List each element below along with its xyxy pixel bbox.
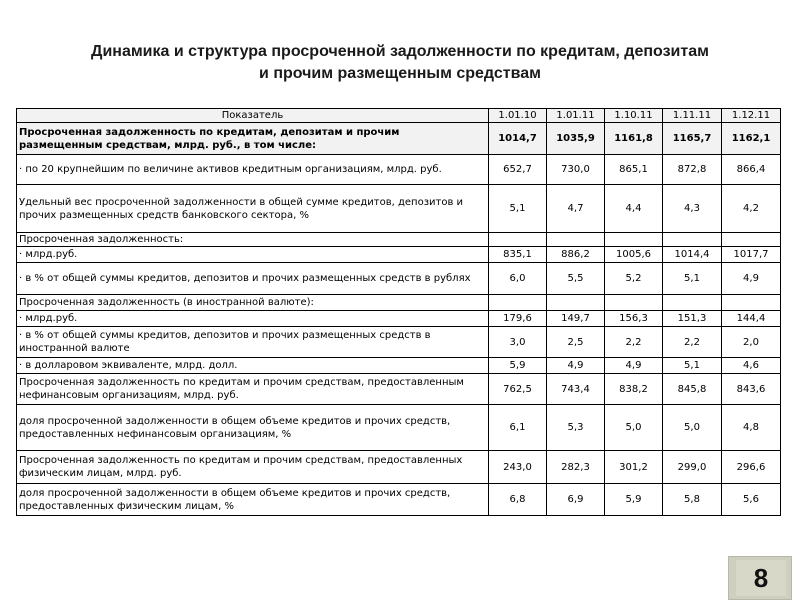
row-value: 1014,4 (663, 247, 722, 263)
row-value: 843,6 (722, 374, 781, 405)
row-value: 1017,7 (722, 247, 781, 263)
row-value: 5,0 (663, 405, 722, 451)
table-row (17, 123, 781, 155)
row-value: 5,1 (489, 185, 547, 233)
row-value (489, 233, 547, 247)
row-value: 5,5 (547, 263, 605, 295)
row-value: 156,3 (605, 311, 663, 327)
row-value: 4,7 (547, 185, 605, 233)
table-row (17, 327, 781, 358)
table-row (17, 484, 781, 516)
row-value (605, 233, 663, 247)
row-value: 845,8 (663, 374, 722, 405)
table-row (17, 295, 781, 311)
row-value: 4,9 (605, 358, 663, 374)
row-value: 835,1 (489, 247, 547, 263)
table-row (17, 374, 781, 405)
table-row (17, 185, 781, 233)
row-label: · в долларовом эквиваленте, млрд. долл. (17, 358, 489, 374)
row-value: 4,6 (722, 358, 781, 374)
row-value (663, 295, 722, 311)
row-value: 865,1 (605, 155, 663, 185)
row-value: 151,3 (663, 311, 722, 327)
row-value: 2,5 (547, 327, 605, 358)
header-date: 1.12.11 (722, 109, 781, 123)
row-value: 5,9 (489, 358, 547, 374)
row-value: 6,1 (489, 405, 547, 451)
title-line-1: Динамика и структура просроченной задолженности по кредитам, депозитам (91, 43, 709, 60)
row-value: 1165,7 (663, 123, 722, 155)
row-label: · по 20 крупнейшим по величине активов кредитным организациям, млрд. руб. (17, 155, 489, 185)
row-value: 5,0 (605, 405, 663, 451)
row-value: 1005,6 (605, 247, 663, 263)
row-value: 743,4 (547, 374, 605, 405)
row-label: доля просроченной задолженности в общем объеме кредитов и прочих средств, предоставленных физическим лицам, % (17, 484, 489, 516)
row-label: Просроченная задолженность по кредитам и прочим средствам, предоставленных физическим лицам, млрд. руб. (17, 451, 489, 484)
row-value: 3,0 (489, 327, 547, 358)
row-value: 5,2 (605, 263, 663, 295)
row-value: 144,4 (722, 311, 781, 327)
row-value: 2,2 (663, 327, 722, 358)
row-label: Просроченная задолженность: (17, 233, 489, 247)
row-label: Удельный вес просроченной задолженности в общей сумме кредитов, депозитов и прочих размещенных средств банковского сектора, % (17, 185, 489, 233)
row-value: 2,0 (722, 327, 781, 358)
row-value: 282,3 (547, 451, 605, 484)
page-number: 8 (736, 560, 786, 596)
title-line-2: и прочим размещенным средствам (259, 65, 541, 82)
row-value: 886,2 (547, 247, 605, 263)
row-value: 5,3 (547, 405, 605, 451)
table-row (17, 263, 781, 295)
row-value: 730,0 (547, 155, 605, 185)
row-value: 4,8 (722, 405, 781, 451)
row-value (722, 295, 781, 311)
row-label: · млрд.руб. (17, 311, 489, 327)
row-label: · в % от общей суммы кредитов, депозитов и прочих размещенных средств в рублях (17, 263, 489, 295)
header-date: 1.10.11 (605, 109, 663, 123)
table-row (17, 233, 781, 247)
row-value: 5,9 (605, 484, 663, 516)
row-value: 4,9 (547, 358, 605, 374)
row-label: доля просроченной задолженности в общем объеме кредитов и прочих средств, предоставленных нефинансовым организациям, % (17, 405, 489, 451)
row-value: 652,7 (489, 155, 547, 185)
table-row (17, 155, 781, 185)
table-row (17, 451, 781, 484)
row-value: 5,1 (663, 263, 722, 295)
table-row (17, 358, 781, 374)
table-row (17, 311, 781, 327)
row-value (547, 233, 605, 247)
row-value: 1014,7 (489, 123, 547, 155)
row-value (605, 295, 663, 311)
row-value: 6,9 (547, 484, 605, 516)
row-value: 4,2 (722, 185, 781, 233)
row-value: 243,0 (489, 451, 547, 484)
page-title (0, 41, 800, 85)
row-value: 296,6 (722, 451, 781, 484)
row-value (722, 233, 781, 247)
row-value: 4,3 (663, 185, 722, 233)
overdue-debt-table (16, 108, 781, 516)
row-value: 866,4 (722, 155, 781, 185)
row-value: 6,0 (489, 263, 547, 295)
row-value: 5,1 (663, 358, 722, 374)
table-row (17, 405, 781, 451)
row-label: Просроченная задолженность по кредитам и прочим средствам, предоставленным нефинансовым организациям, млрд. руб. (17, 374, 489, 405)
row-value: 5,6 (722, 484, 781, 516)
row-label: Просроченная задолженность по кредитам, депозитам и прочим размещенным средствам, млрд. руб., в том числе: (17, 123, 489, 155)
row-value: 2,2 (605, 327, 663, 358)
row-label: Просроченная задолженность (в иностранной валюте): (17, 295, 489, 311)
row-value: 762,5 (489, 374, 547, 405)
row-value: 872,8 (663, 155, 722, 185)
row-value (663, 233, 722, 247)
row-value (547, 295, 605, 311)
row-value: 1162,1 (722, 123, 781, 155)
row-value: 301,2 (605, 451, 663, 484)
header-indicator: Показатель (17, 109, 489, 123)
row-value: 149,7 (547, 311, 605, 327)
row-label: · млрд.руб. (17, 247, 489, 263)
row-value: 4,9 (722, 263, 781, 295)
row-value: 1161,8 (605, 123, 663, 155)
header-date: 1.01.10 (489, 109, 547, 123)
header-date: 1.01.11 (547, 109, 605, 123)
row-value: 1035,9 (547, 123, 605, 155)
row-value: 179,6 (489, 311, 547, 327)
row-label: · в % от общей суммы кредитов, депозитов и прочих размещенных средств в иностранной валюте (17, 327, 489, 358)
row-value: 6,8 (489, 484, 547, 516)
row-value: 4,4 (605, 185, 663, 233)
table-row (17, 247, 781, 263)
row-value: 299,0 (663, 451, 722, 484)
header-date: 1.11.11 (663, 109, 722, 123)
row-value: 838,2 (605, 374, 663, 405)
row-value (489, 295, 547, 311)
row-value: 5,8 (663, 484, 722, 516)
header-row (17, 109, 781, 123)
